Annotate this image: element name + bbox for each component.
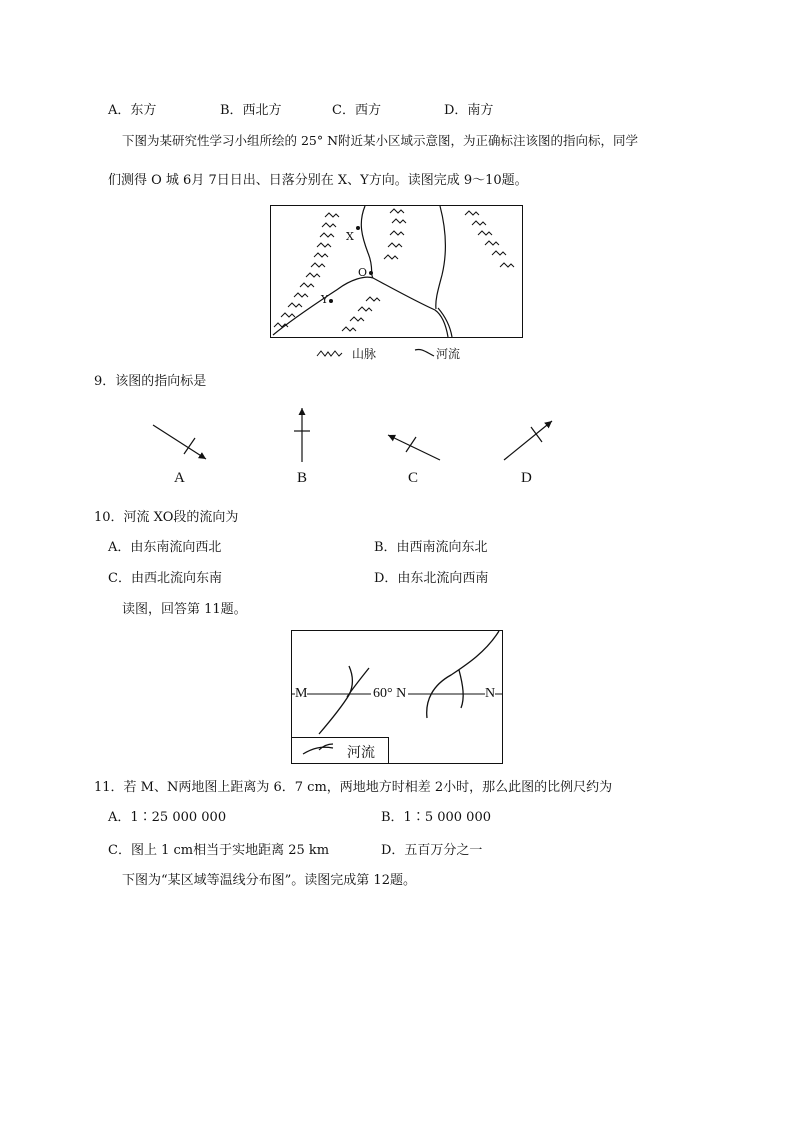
intro-11: 读图，回答第 11题。 xyxy=(122,602,247,617)
map1-canvas xyxy=(270,205,523,338)
compass-c-icon xyxy=(388,435,440,460)
q10-option-d: D．由东北流向西南 xyxy=(374,571,489,586)
compass-d-icon xyxy=(504,421,552,460)
q11-option-d: D．五百万分之一 xyxy=(381,843,483,858)
map1-legend-river: 河流 xyxy=(436,347,461,361)
mountain-legend-icon xyxy=(316,346,346,358)
q9-choice-a: A xyxy=(174,470,185,486)
q8-option-d: D．南方 xyxy=(444,103,494,118)
river-legend-icon xyxy=(414,346,436,358)
compass-a-icon xyxy=(153,425,206,459)
q10-option-b: B．由西南流向东北 xyxy=(374,540,488,555)
point-x xyxy=(356,226,360,230)
river-ne xyxy=(436,206,446,309)
q9-choice-d: D xyxy=(521,470,532,486)
map1-label-y: Y xyxy=(321,293,329,306)
q11-option-c: C．图上 1 cm相当于实地距离 25 km xyxy=(108,843,330,858)
map2-figure xyxy=(291,630,503,764)
map1-label-o: O xyxy=(358,266,368,279)
map2-label-lat: 60° N xyxy=(373,686,407,701)
river-main xyxy=(373,278,448,337)
q9-choice-c: C xyxy=(408,470,419,486)
river-left xyxy=(319,666,352,734)
q10-option-c: C．由西北流向东南 xyxy=(108,571,222,586)
map1-figure xyxy=(270,205,523,338)
map1-label-x: X xyxy=(346,230,354,243)
q8-option-b: B．西北方 xyxy=(220,103,282,118)
q8-option-a: A．东方 xyxy=(108,103,157,118)
intro-12: 下图为“某区域等温线分布图”。读图完成第 12题。 xyxy=(122,873,416,888)
q11-option-a: A．1∶25 000 000 xyxy=(108,810,227,825)
point-o xyxy=(369,271,373,275)
q11-option-b: B．1∶5 000 000 xyxy=(381,810,491,825)
q10-option-a: A．由东南流向西北 xyxy=(108,540,222,555)
river-right xyxy=(427,631,499,718)
map2-legend-river: 河流 xyxy=(347,745,375,761)
q9-compass-choices xyxy=(150,400,600,465)
point-y xyxy=(329,299,333,303)
q11-stem: 11．若 M、N两地图上距离为 6．7 cm，两地地方时相差 2小时，那么此图的比例尺约为 xyxy=(94,780,613,795)
map2-label-m: M xyxy=(295,686,308,701)
map2-label-n: N xyxy=(485,686,496,701)
intro-9-10-line1: 下图为某研究性学习小组所绘的 25° N附近某小区域示意图，为正确标注该图的指向标，同学 xyxy=(122,133,639,148)
map1-legend-mountain: 山脉 xyxy=(352,347,377,361)
intro-9-10-line2: 们测得 O 城 6月 7日日出、日落分别在 X、Y方向。读图完成 9～10题。 xyxy=(108,173,528,188)
q9-stem: 9．该图的指向标是 xyxy=(94,374,207,389)
q9-choice-b: B xyxy=(297,470,308,486)
q10-stem: 10．河流 XO段的流向为 xyxy=(94,510,239,525)
mountain-symbols xyxy=(274,209,514,331)
q8-option-c: C．西方 xyxy=(332,103,381,118)
